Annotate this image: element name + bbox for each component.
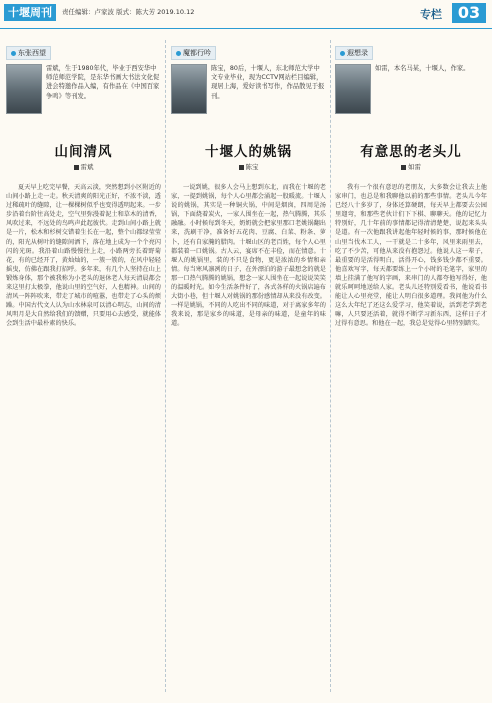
- column-1: [6, 40, 161, 696]
- column-2: [171, 40, 326, 696]
- bio-text: 雷斌，生于1980年代，毕业于西安华中师范师范学院，是东华书画大书法文化促进会特邀作品入编，有作品在《中国百家争鸣》等刊发。: [46, 65, 160, 100]
- article-author: 如雷: [335, 162, 487, 171]
- column-divider: [330, 40, 331, 692]
- page-header: [0, 0, 492, 29]
- author-bio: [335, 64, 487, 118]
- author-photo: [335, 64, 371, 114]
- article-title: 山间清风: [54, 144, 113, 160]
- author-photo: [6, 64, 42, 114]
- article-body: 一说到姚，很多人会马上想到东北，而我在十堰的老家，一提到姚锅，每个人心里都会涌起一股暖流。十堰人说的姚锅，其实是一种铜火锅，中间是烟囱，四周是汤锅，下面烧着炭火，一家人围坐在一起，热气腾腾，其乐融融。小时候每到冬天，奶奶就会把家里那口老姚锅翻出来，洗刷干净，准备好五花肉、豆腐、白菜、粉条、萝卜，还有自家腌的腊肉。十堰山区的老百姓，每个人心里都装着一口姚锅。古人云，宴席不在丰俭，而在情意。十堰人的姚锅里，装的不只是食物，更是浓浓的乡情和亲情。每当寒风凛冽的日子，在外漂泊的游子最想念的就是那一口热气腾腾的姚锅，想念一家人围坐在一起说说笑笑的温暖时光。如今生活条件好了，各式各样的火锅店遍布大街小巷，但十堰人对姚锅的那份感情却从来没有改变。一样是姚锅，不同的人吃出不同的味道，对于离家多年的我来说，那是家乡的味道，是母亲的味道，是童年的味道。: [171, 184, 326, 328]
- square-icon: [74, 165, 79, 170]
- article-author: 陈宝: [171, 162, 326, 171]
- editor-credits: 责任编辑：卢家波 版式：陈大芳 2019.10.12: [62, 8, 195, 16]
- square-icon: [401, 165, 406, 170]
- bio-text: 陈宝，80后，十堰人，东北师范大学中文专业毕业，现为CCTV网站栏目编辑，现居上海，爱好读书写作，作品散见于报刊。: [211, 65, 325, 100]
- bio-text: 如雷，本名马某，十堰人，作家。: [375, 65, 470, 72]
- bullet-icon: [340, 51, 345, 56]
- section-name: 专栏: [420, 8, 442, 21]
- column-3: [335, 40, 487, 696]
- article-body: 夏天早上吃完早餐，天高云淡，突然想到小区附近的山间小路上走一走。秋天清爽的阳光正好，不浓不淡，透过稀疏叶的缝隙，让一棵棵树似乎也变得透明起来。一步步沿着台阶往高处走，空气里弥漫着泥土和草木的清香，风吹过来，不远处的鸟鸣声此起彼伏。走到山间小路上就是一片，松木和杉树交错着生长在一起，整个山都绿莹莹的，阳光从树叶的缝隙间洒下，落在地上成为一个个亮闪闪的光斑。我沿着山路慢慢往上走，小路两旁长着野菊花，有的已经开了，黄灿灿的，一簇一簇的，在风中轻轻摇曳，仿佛在跟我打招呼。多年来，有几个人坚持在山上锻炼身体，那个被我称为小老头的退休老人每天清晨都会来这里打太极拳，他说山里的空气好，人也精神。山间的清风一阵阵吹来，带走了城市的喧嚣，也带走了心头的烦躁。中国古代文人认为山水林泉可以清心明志，山间的清风明月是大自然给我们的馈赠，只要用心去感受，就能体会到生活中最朴素的快乐。: [6, 184, 161, 328]
- bullet-icon: [11, 51, 16, 56]
- bullet-icon: [176, 51, 181, 56]
- author-bio: [171, 64, 326, 118]
- article-author: 雷斌: [6, 162, 161, 171]
- article-body: 我有一个很有意思的老朋友，大多数会让我去上他家串门，也总是和我聊他以前的那些事情。老头儿今年已经八十多岁了，身体还算硬朗，每天早上都要去公园里遛弯，和那些老伙计们下下棋、聊聊天。他的记忆力特别好，几十年前的事情都记得清清楚楚，说起来头头是道。有一次他跟我讲起他年轻时候的事，那时候他在山里当伐木工人，一干就是二十多年，风里来雨里去，吃了不少苦，可他从来没有抱怨过。他说人这一辈子，最重要的是活得明白，活得开心，钱多钱少都不重要。他喜欢写字，每天都要练上一个小时的毛笔字，家里的墙上挂满了他写的字画，来串门的人都夸他写得好，他就乐呵呵地送给人家。老头儿还特别爱看书，他说看书能让人心里亮堂，能让人明白很多道理。我问他为什么这么大年纪了还这么爱学习，他笑着说，活到老学到老嘛，人只要还活着，就得不断学习新东西，这样日子才过得有意思。和他在一起，我总是觉得心里特别踏实。: [335, 184, 487, 328]
- column-tag: 遐想录: [335, 46, 373, 60]
- column-tag: 魔都行吟: [171, 46, 216, 60]
- column-tag: 东张西望: [6, 46, 51, 60]
- page-number: 03: [452, 3, 486, 23]
- author-bio: [6, 64, 161, 118]
- article-title: 十堰人的姚锅: [205, 144, 292, 160]
- author-photo: [171, 64, 207, 114]
- article-title: 有意思的老头儿: [360, 144, 462, 160]
- square-icon: [239, 165, 244, 170]
- masthead: 十堰周刊: [4, 4, 56, 21]
- column-divider: [165, 40, 166, 692]
